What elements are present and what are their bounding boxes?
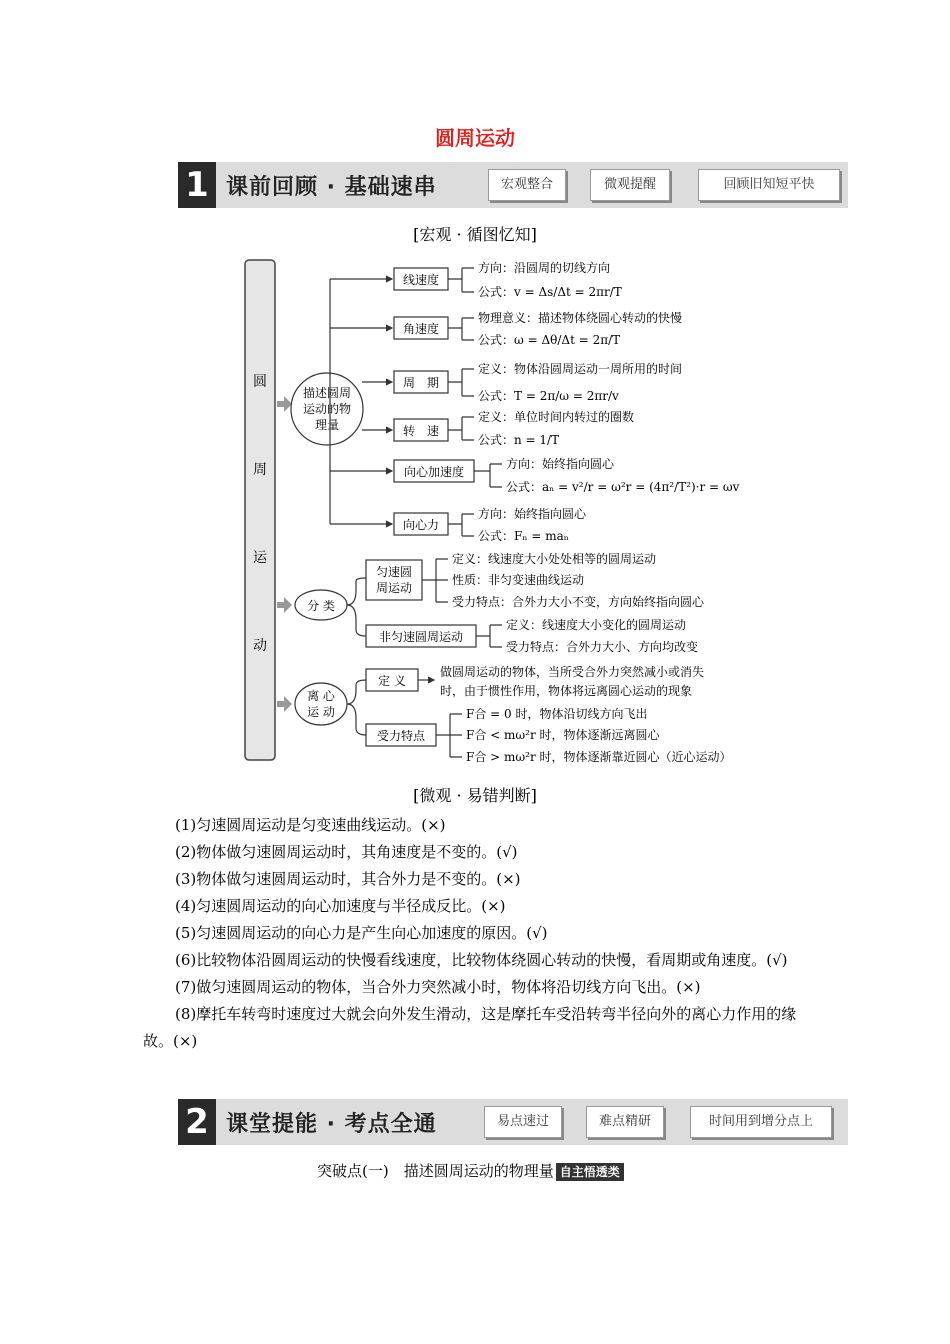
root-char: 动 [253, 638, 267, 654]
arrow-icon [277, 696, 292, 712]
judgment-list [143, 812, 813, 1055]
section-number: 1 [178, 162, 216, 208]
tab-review[interactable]: 回顾旧知短平快 [698, 169, 840, 201]
class-node-label: 分 类 [307, 599, 335, 613]
leaf-text: 做圆周运动的物体，当所受合外力突然减小或消失 [440, 665, 705, 679]
phys-node-line: 描述圆周 [302, 386, 352, 400]
page-title: 圆周运动 [435, 126, 515, 150]
uniform-name: 周运动 [375, 581, 413, 595]
phys-name: 线速度 [402, 273, 440, 287]
root-char: 圆 [253, 374, 267, 390]
tab-hard[interactable]: 难点精研 [586, 1106, 664, 1138]
tab-easy[interactable]: 易点速过 [484, 1106, 562, 1138]
leaf-text: 公式：aₙ = v²/r = ω²r = (4π²/T²)·r = ωv [506, 480, 740, 494]
arrow-icon [277, 396, 292, 412]
leaf-text: 公式：n = 1/T [478, 433, 560, 447]
section-number: 2 [178, 1099, 216, 1145]
leaf-text: 公式：v = Δs/Δt = 2πr/T [478, 285, 622, 299]
judgment-item: (8)摩托车转弯时速度过大就会向外发生滑动，这是摩托车受沿转弯半径向外的离心力作用的缘故。(×) [143, 1005, 797, 1050]
tab-time[interactable]: 时间用到增分点上 [690, 1106, 832, 1138]
judgment-item: (7)做匀速圆周运动的物体，当合外力突然减小时，物体将沿切线方向飞出。(×) [175, 978, 701, 996]
root-char: 周 [253, 462, 267, 478]
macro-title: [宏观 · 循图忆知] [413, 225, 537, 244]
leaf-text: 公式：Fₙ = maₙ [478, 529, 569, 543]
leaf-text: 时，由于惯性作用，物体将远离圆心运动的现象 [440, 684, 693, 698]
phys-node-line: 理量 [314, 418, 340, 432]
leaf-text: 定义：线速度大小处处相等的圆周运动 [452, 552, 657, 566]
leaf-text: 定义：单位时间内转过的圈数 [478, 410, 635, 424]
phys-node-line: 运动的物 [302, 402, 352, 416]
leaf-text: F合 < mω²r 时，物体逐渐远离圆心 [466, 728, 660, 742]
section-heading: 课堂提能 · 考点全通 [226, 1112, 437, 1137]
leaf-text: 定义：线速度大小变化的圆周运动 [506, 618, 687, 632]
tab-micro[interactable]: 微观提醒 [590, 169, 670, 201]
judgment-item: (4)匀速圆周运动的向心加速度与半径成反比。(×) [175, 897, 506, 915]
leaf-text: F合 = 0 时，物体沿切线方向飞出 [466, 707, 648, 721]
centri-node-line: 运 动 [307, 705, 335, 719]
leaf-text: 公式：T = 2π/ω = 2πr/v [478, 389, 619, 403]
tab-macro[interactable]: 宏观整合 [488, 169, 566, 201]
uniform-name: 匀速圆 [375, 565, 413, 579]
centri-force-name: 受力特点 [376, 729, 426, 743]
leaf-text: 物理意义：描述物体绕圆心转动的快慢 [478, 311, 683, 325]
leaf-text: 方向：始终指向圆心 [506, 457, 615, 471]
badge: 自主悟透类 [556, 1163, 624, 1181]
judgment-item: (3)物体做匀速圆周运动时，其合外力是不变的。(×) [175, 870, 521, 888]
leaf-text: 受力特点：合外力大小、方向均改变 [506, 640, 699, 654]
root-char: 运 [253, 550, 267, 566]
breakthrough-text: 突破点(一) 描述圆周运动的物理量 [317, 1162, 554, 1180]
centri-node-line: 离 心 [307, 689, 335, 703]
micro-title: [微观 · 易错判断] [413, 786, 537, 805]
judgment-item: (2)物体做匀速圆周运动时，其角速度是不变的。(√) [175, 843, 518, 861]
phys-name: 角速度 [402, 322, 440, 336]
leaf-text: 方向：始终指向圆心 [478, 507, 587, 521]
leaf-text: 公式：ω = Δθ/Δt = 2π/T [478, 333, 621, 347]
nonuniform-name: 非匀速圆周运动 [378, 630, 464, 644]
section-banner-2 [178, 1099, 848, 1145]
arrow-icon [277, 597, 292, 613]
phys-name: 周 期 [402, 376, 440, 390]
root-bar [245, 260, 275, 760]
centri-def-name: 定 义 [378, 674, 406, 688]
leaf-text: 方向：沿圆周的切线方向 [478, 261, 611, 275]
breakthrough-heading [317, 1160, 624, 1181]
phys-name: 转 速 [402, 424, 440, 438]
leaf-text: 性质：非匀变速曲线运动 [452, 573, 585, 587]
judgment-item: (5)匀速圆周运动的向心力是产生向心加速度的原因。(√) [175, 924, 548, 942]
phys-name: 向心加速度 [403, 465, 465, 479]
section-heading: 课前回顾 · 基础速串 [226, 175, 437, 200]
leaf-text: 定义：物体沿圆周运动一周所用的时间 [478, 362, 683, 376]
leaf-text: 受力特点：合外力大小不变，方向始终指向圆心 [452, 595, 705, 609]
judgment-item: (6)比较物体沿圆周运动的快慢看线速度，比较物体绕圆心转动的快慢，看周期或角速度。(√) [175, 951, 788, 969]
leaf-text: F合 > mω²r 时，物体逐渐靠近圆心（近心运动） [466, 750, 732, 764]
judgment-item: (1)匀速圆周运动是匀变速曲线运动。(×) [175, 816, 446, 834]
phys-name: 向心力 [402, 518, 440, 532]
